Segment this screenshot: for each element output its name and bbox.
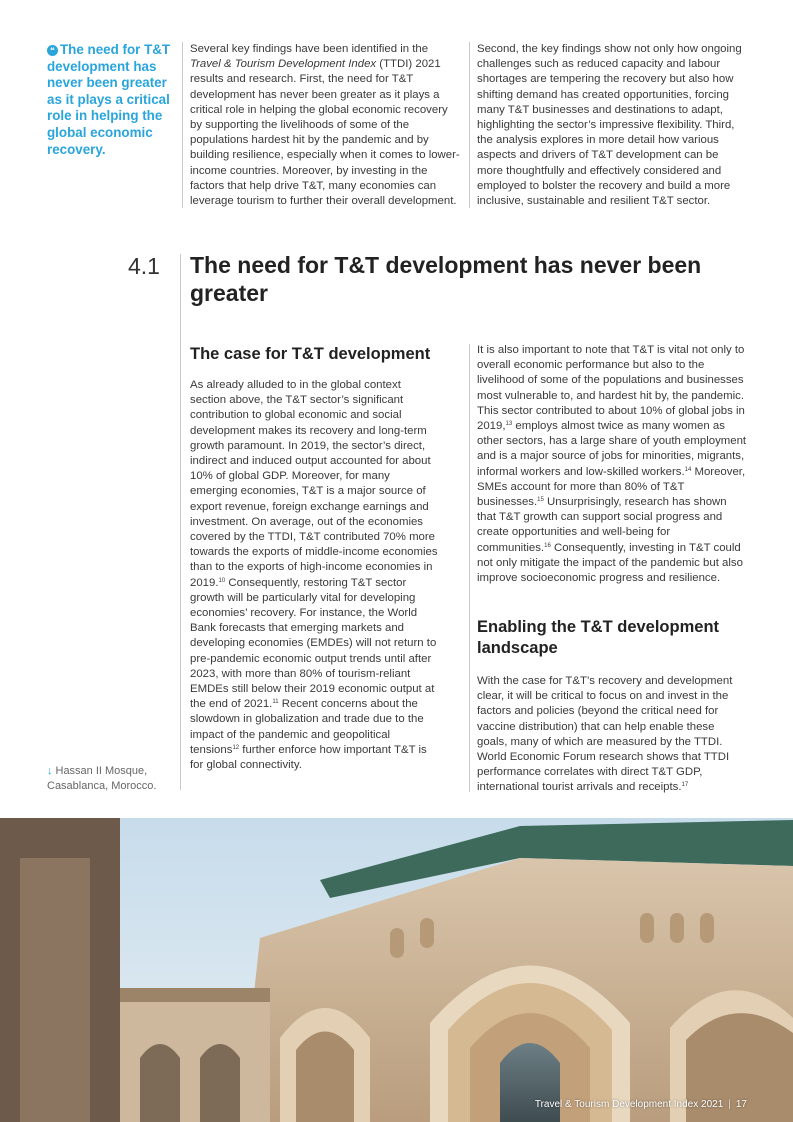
intro-column-2: Second, the key findings show not only how ongoing challenges such as reduced capacity and labour shortages are tempering the recovery but also how shifting demand has created opportunities, forcing many T&T businesses and destinations to adapt, highlighting the sector’s impressive flexibility. Third, the analysis explores in more detail how various aspects and drivers of T&T development can be more thoughtfully and effectively considered and employed to bolster the recovery and build a more inclusive, sustainable and resilient T&T sector. bbox=[477, 43, 742, 208]
footnote-ref: 10 bbox=[218, 577, 226, 584]
footnote-ref: 14 bbox=[684, 466, 692, 473]
enabling-heading: Enabling the T&T development landscape bbox=[477, 618, 720, 657]
divider bbox=[469, 42, 470, 208]
enabling-body: With the case for T&T’s recovery and development clear, it will be critical to focus on and invest in the factors and policies (beyond the critical need for vaccine distribution) that can help enable these goals, many of which are measured by the TTDI. World Economic Forum research shows that TTDI performance correlates with direct T&T GDP, international tourist arrivals and receipts.$^{17}$ bbox=[477, 675, 733, 794]
case-body: As already alluded to in the global context section above, the T&T sector’s significant contribution to global economic and social development makes its recovery and long-term growth paramount. In 2019, the sector’s direct, indirect and induced output accounted for about 10% of global GDP. Moreover, for many emerging economies, T&T is a major source of export revenue, foreign exchange earnings and investment. On average, out of the economies covered by the TTDI, T&T contributed 70% more towards the exports of middle-income economies than to the exports of high-income economies in 2019.10 Consequently, restoring T&T sector growth will be particularly vital for developing economies’ recovery. For instance, the World Bank forecasts that emerging markets and developing economies (EMDEs) will not return to pre-pandemic economic output trends until after 2023, with more than 80% of tourism-reliant EMDEs still below their 2019 economic output at the end of 2021.11 Recent concerns about the slowdown in globalization and trade due to the impact of the pandemic and geopolitical tensions$^{12}$ further enforce how important T&T is for global connectivity. bbox=[190, 379, 438, 772]
quote-icon: ❝ bbox=[47, 45, 58, 56]
footnote-ref: 12 bbox=[232, 744, 240, 751]
divider bbox=[182, 42, 183, 208]
section-number: 4.1 bbox=[128, 253, 160, 279]
pull-quote-text: The need for T&T development has never been greater as it plays a critical role in helping the global economic recovery. bbox=[47, 42, 171, 157]
footnote-ref: 13 bbox=[505, 421, 513, 428]
page-footer: Travel & Tourism Development Index 2021 | 17 bbox=[534, 1099, 747, 1110]
photo-caption: ↓ Hassan II Mosque, Casablanca, Morocco. bbox=[47, 765, 157, 792]
footnote-ref: 16 bbox=[544, 542, 551, 549]
page-number: 17 bbox=[735, 1099, 747, 1110]
section-title: The need for T&T development has never been greater bbox=[190, 252, 702, 306]
divider bbox=[469, 344, 470, 792]
right-body: It is also important to note that T&T is vital not only to overall economic performance but also to the livelihood of some of the populations and businesses most vulnerable to, and hardest hit by, the pandemic. This sector contributed to about 10% of global jobs in 2019,13 employs almost twice as many women as other sectors, has a large share of youth employment and is a major source of jobs for minorities, migrants, informal workers and low-skilled workers.$^{14}$ Moreover, SMEs account for more than 80% of T&T businesses.$^{15}$ Unsurprisingly, research has shown that T&T growth can support social progress and create opportunities and well-being for communities.$^{16}$ Consequently, investing in T&T could not only mitigate the impact of the pandemic but also improve socioeconomic progress and resilience. bbox=[477, 344, 747, 585]
intro-column-1: Several key findings have been identified in the Travel & Tourism Development Index (TTDI) 2021 results and research. First, the need for T&T development has never been greater as it plays a critical role in helping the global economic recovery by supporting the livelihoods of some of the populations hardest hit by the pandemic and by building resilience, especially when it comes to lower-income countries. Moreover, by investing in the factors that help drive T&T, many economies can leverage tourism to further their overall development. bbox=[190, 43, 460, 208]
divider bbox=[180, 254, 181, 790]
case-heading: The case for T&T development bbox=[190, 345, 431, 363]
arrow-down-icon: ↓ bbox=[47, 765, 53, 777]
footnote-ref: 15 bbox=[537, 497, 544, 504]
pull-quote bbox=[47, 42, 175, 158]
footnote-ref: 17 bbox=[681, 782, 689, 789]
footnote-ref: 11 bbox=[272, 699, 279, 706]
footer-title: Travel & Tourism Development Index 2021 bbox=[534, 1099, 724, 1110]
mosque-photo bbox=[0, 818, 793, 1122]
